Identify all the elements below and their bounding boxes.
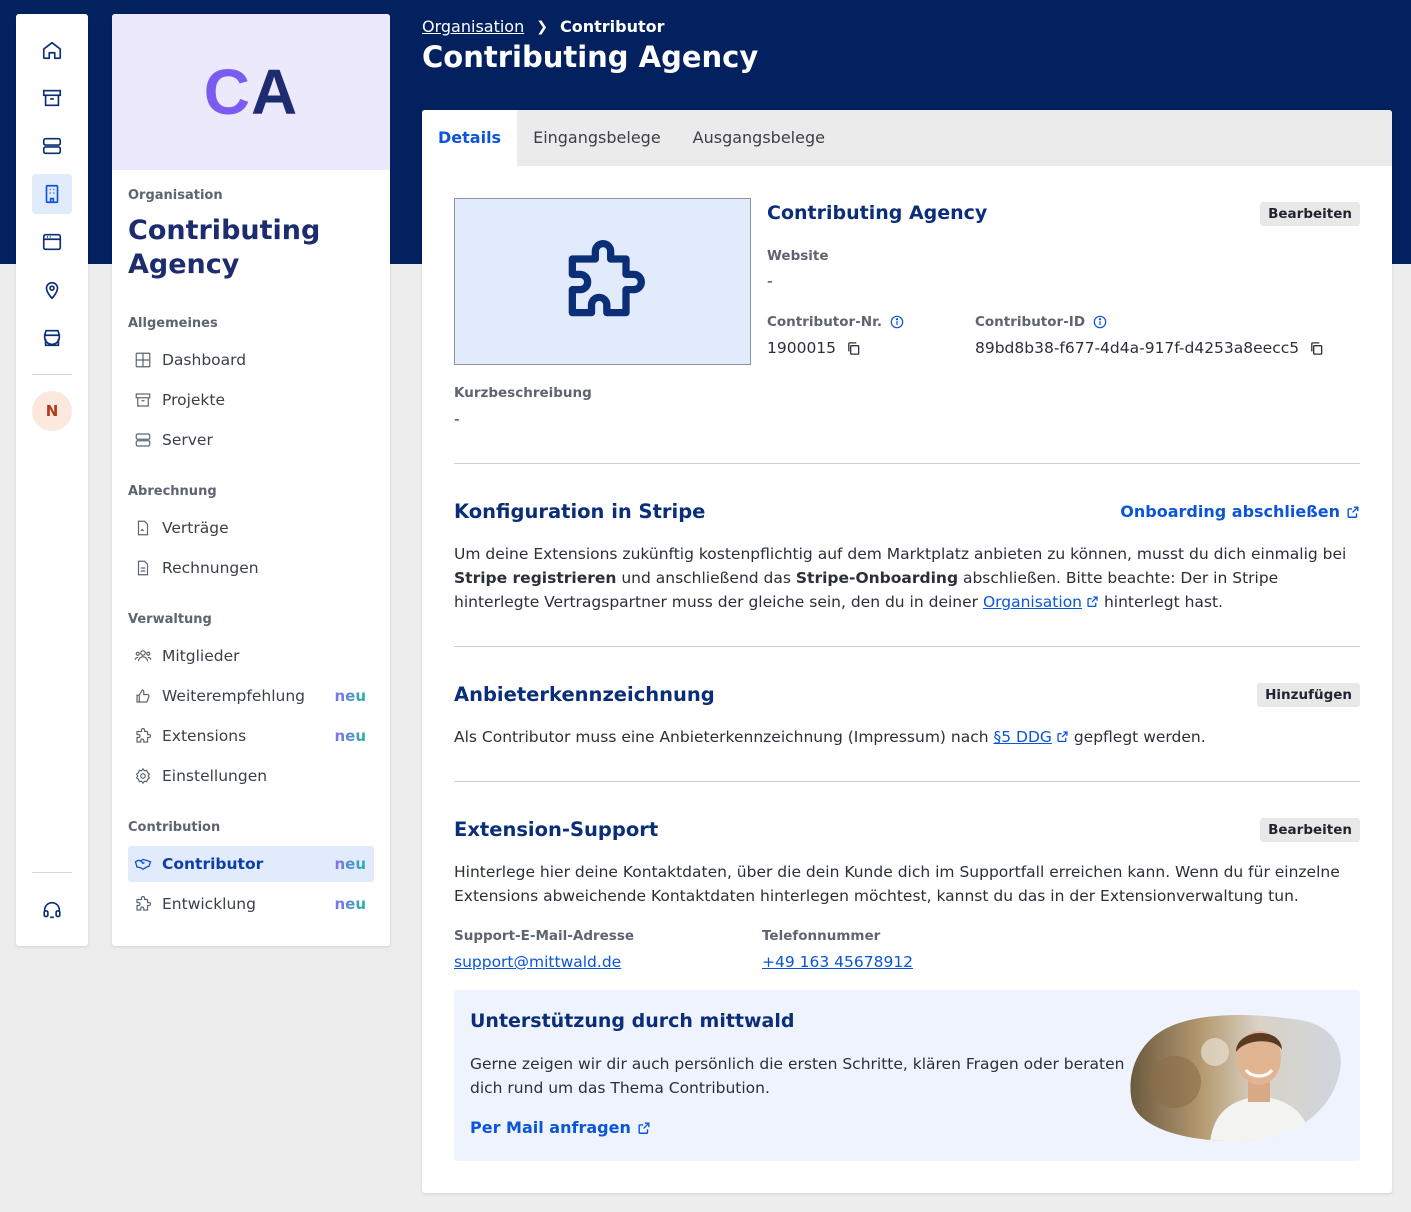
support-headset-icon[interactable]: [32, 890, 72, 930]
puzzle-icon: [134, 727, 152, 745]
contributor-logo[interactable]: [454, 198, 751, 365]
sidebar-item-entwicklung[interactable]: Entwicklung neu: [128, 886, 374, 922]
support-box-text: Gerne zeigen wir dir auch persönlich die ersten Schritte, klären Fragen oder beraten dich rund um das Thema Contribution.: [470, 1055, 1125, 1097]
icon-rail: [16, 14, 88, 946]
copy-icon[interactable]: [846, 341, 861, 356]
info-icon[interactable]: [890, 315, 904, 329]
contributor-id-value: 89bd8b38-f677-4d4a-917f-d4253a8eecc5: [975, 339, 1324, 357]
contract-icon: [134, 519, 152, 537]
phone-link[interactable]: +49 163 45678912: [762, 953, 914, 971]
server-icon: [134, 431, 152, 449]
invoice-icon: [134, 559, 152, 577]
org-sidebar: [112, 14, 390, 946]
page-title: Contributing Agency: [422, 40, 759, 74]
tab-details[interactable]: Details: [422, 110, 517, 166]
support-email-link[interactable]: support@mittwald.de: [454, 953, 622, 971]
imprint-description: Als Contributor muss eine Anbieterkennzeichnung (Impressum) nach §5 DDG gepflegt werden.: [454, 728, 1206, 746]
sidebar-item-contributor[interactable]: Contributor neu: [128, 846, 374, 882]
sidebar-kicker: Organisation: [128, 188, 223, 203]
breadcrumb: [422, 17, 665, 36]
handshake-icon: [134, 855, 152, 873]
organisation-link[interactable]: Organisation: [982, 593, 1083, 611]
breadcrumb-current: Contributor: [559, 17, 665, 36]
external-link-icon: [1346, 505, 1360, 519]
new-badge: neu: [334, 727, 366, 745]
puzzle-icon: [557, 236, 649, 328]
org-initials: CA: [203, 56, 299, 128]
support-person-photo: [1130, 1012, 1344, 1142]
contributor-id-label: Contributor-ID: [975, 314, 1107, 330]
server-icon[interactable]: [32, 126, 72, 166]
sidebar-item-einstellungen[interactable]: Einstellungen: [128, 758, 374, 794]
support-section-title: Extension-Support: [454, 818, 659, 841]
external-link-icon: [1086, 595, 1099, 608]
divider: [454, 781, 1360, 782]
add-imprint-button[interactable]: Hinzufügen: [1257, 683, 1360, 707]
section-allgemeines: Allgemeines: [128, 316, 218, 331]
ddg-link[interactable]: §5 DDG: [993, 728, 1052, 746]
sidebar-item-projekte[interactable]: Projekte: [128, 382, 374, 418]
request-by-mail-link[interactable]: Per Mail anfragen: [470, 1118, 651, 1137]
org-name-heading: Contributing Agency: [767, 202, 988, 224]
support-box-title: Unterstützung durch mittwald: [470, 1010, 795, 1032]
stripe-section-title: Konfiguration in Stripe: [454, 500, 706, 523]
archive-icon[interactable]: [32, 78, 72, 118]
organisation-icon[interactable]: [32, 174, 72, 214]
website-label: Website: [767, 248, 829, 264]
org-initials-banner: [112, 14, 390, 170]
new-badge: neu: [334, 895, 366, 913]
copy-icon[interactable]: [1309, 341, 1324, 356]
imprint-section-title: Anbieterkennzeichnung: [454, 683, 715, 706]
contributor-card: [422, 110, 1392, 1193]
store-icon[interactable]: [32, 318, 72, 358]
browser-icon[interactable]: [32, 222, 72, 262]
contributor-nr-label: Contributor-Nr.: [767, 314, 904, 330]
user-avatar[interactable]: N: [32, 391, 72, 431]
edit-support-button[interactable]: Bearbeiten: [1260, 818, 1360, 842]
gear-icon: [134, 767, 152, 785]
archive-icon: [134, 391, 152, 409]
dashboard-icon: [134, 351, 152, 369]
sidebar-item-vertraege[interactable]: Verträge: [128, 510, 374, 546]
tab-ausgangsbelege[interactable]: Ausgangsbelege: [692, 128, 825, 147]
new-badge: neu: [334, 855, 366, 873]
sidebar-item-mitglieder[interactable]: Mitglieder: [128, 638, 374, 674]
contributor-nr-value: 1900015: [767, 339, 861, 357]
divider: [454, 646, 1360, 647]
external-link-icon: [1056, 730, 1069, 743]
onboarding-complete-link[interactable]: Onboarding abschließen: [1120, 502, 1360, 521]
rail-divider: [32, 374, 72, 375]
thumbs-up-icon: [134, 687, 152, 705]
support-description: Hinterlege hier deine Kontaktdaten, über die dein Kunde dich im Supportfall erreichen kann. Wenn du für einzelne Extensions abweichende Kontaktdaten hinterlegen möchtest, kannst du das in der Extensionverwaltung tun.: [454, 863, 1340, 905]
mittwald-support-box: [454, 990, 1360, 1161]
breadcrumb-link-organisation[interactable]: Organisation: [422, 17, 525, 36]
support-email-label: Support-E-Mail-Adresse: [454, 928, 635, 944]
section-abrechnung: Abrechnung: [128, 484, 217, 499]
info-icon[interactable]: [1093, 315, 1107, 329]
sidebar-item-server[interactable]: Server: [128, 422, 374, 458]
tab-eingangsbelege[interactable]: Eingangsbelege: [533, 128, 661, 147]
edit-details-button[interactable]: Bearbeiten: [1260, 202, 1360, 226]
short-description-value: -: [454, 410, 460, 428]
short-description-label: Kurzbeschreibung: [454, 385, 592, 401]
external-link-icon: [637, 1121, 651, 1135]
phone-label: Telefonnummer: [762, 928, 881, 944]
section-verwaltung: Verwaltung: [128, 612, 212, 627]
sidebar-item-extensions[interactable]: Extensions neu: [128, 718, 374, 754]
location-icon[interactable]: [32, 270, 72, 310]
rail-divider: [32, 872, 72, 873]
chevron-right-icon: ❯: [536, 18, 548, 35]
puzzle-icon: [134, 895, 152, 913]
section-contribution: Contribution: [128, 820, 221, 835]
new-badge: neu: [334, 687, 366, 705]
home-icon[interactable]: [32, 30, 72, 70]
divider: [454, 463, 1360, 464]
members-icon: [134, 647, 152, 665]
sidebar-org-title: Contributing Agency: [128, 215, 321, 280]
stripe-description: Um deine Extensions zukünftig kostenpflichtig auf dem Marktplatz anbieten zu können, musst du dich einmalig bei Stripe registrieren und anschließend das Stripe-Onboarding abschließen. Bitte beachte: Der in Stripe hinterlegte Vertragspartner muss der gleiche sein, den du in deiner Organisation hinterlegt hast.: [454, 545, 1347, 611]
website-value: -: [767, 272, 773, 290]
sidebar-item-dashboard[interactable]: Dashboard: [128, 342, 374, 378]
sidebar-item-rechnungen[interactable]: Rechnungen: [128, 550, 374, 586]
tab-bar: [422, 110, 1392, 166]
sidebar-item-weiterempfehlung[interactable]: Weiterempfehlung neu: [128, 678, 374, 714]
